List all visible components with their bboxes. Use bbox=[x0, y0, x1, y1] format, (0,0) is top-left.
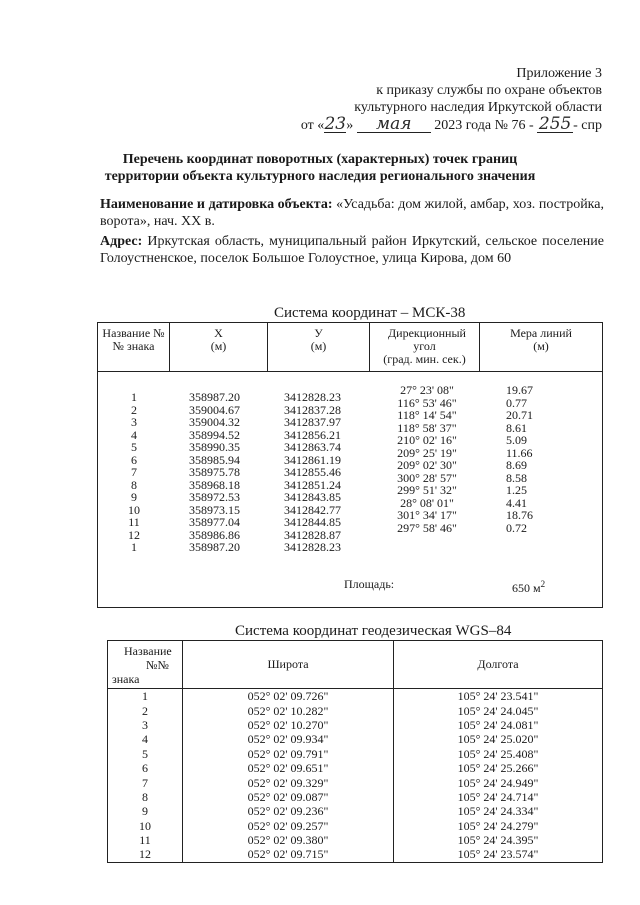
msk-header-x-unit: (м) bbox=[210, 339, 227, 353]
msk-header-angle-unit: (град. мин. сек.) bbox=[383, 352, 466, 366]
wgs-longitude-cell: 105° 24' 25.266" bbox=[457, 761, 539, 776]
wgs-latitude-cell: 052° 02' 09.329" bbox=[183, 775, 394, 789]
wgs-table-row bbox=[108, 747, 602, 761]
wgs-caption: Система координат геодезическая WGS–84 bbox=[235, 623, 512, 639]
object-paragraph bbox=[100, 196, 604, 230]
msk-header-x-label: X bbox=[214, 326, 223, 340]
msk-point-numbers: 1 2 3 4 5 6 7 8 9 10 11 12 1 bbox=[128, 390, 140, 554]
wgs-table-row bbox=[108, 775, 602, 789]
wgs-latitude-cell: 052° 02' 10.270" bbox=[183, 718, 394, 732]
object-text: «Усадьба: дом жилой, амбар, хоз. постройка, ворота», нач. XX в. bbox=[100, 197, 604, 229]
wgs-latitude-cell: 052° 02' 09.791" bbox=[183, 747, 394, 761]
wgs-latitude-cell: 052° 02' 09.257" bbox=[183, 819, 394, 833]
order-suffix: - спр bbox=[573, 118, 602, 133]
wgs-point-number: 12 bbox=[108, 847, 183, 861]
service-name: культурного наследия Иркутской области bbox=[354, 100, 602, 115]
object-label: Наименование и датировка объекта: bbox=[100, 197, 333, 212]
wgs-table-row bbox=[108, 847, 602, 861]
appendix-number: Приложение 3 bbox=[516, 66, 602, 81]
wgs-header-latitude: Широта bbox=[183, 641, 394, 689]
wgs-point-number: 10 bbox=[108, 819, 183, 833]
msk-header-y-label: У bbox=[314, 326, 323, 340]
order-date-line bbox=[301, 116, 602, 134]
wgs-longitude-cell: 105° 24' 25.020" bbox=[457, 732, 539, 747]
wgs-latitude-cell: 052° 02' 09.726" bbox=[183, 689, 394, 704]
wgs-point-number: 6 bbox=[108, 761, 183, 775]
msk-header-y-unit: (м) bbox=[310, 339, 327, 353]
wgs-header-name-1: Название bbox=[124, 643, 172, 658]
date-close-quote: » bbox=[346, 118, 354, 133]
wgs-point-number: 9 bbox=[108, 804, 183, 818]
wgs-latitude-cell: 052° 02' 09.651" bbox=[183, 761, 394, 775]
msk-header-length bbox=[480, 323, 602, 371]
msk-header-y bbox=[268, 323, 370, 371]
wgs-coordinates-table bbox=[107, 640, 603, 863]
msk-area-label: Площадь: bbox=[344, 577, 395, 591]
wgs-point-number: 11 bbox=[108, 833, 183, 847]
msk-area-number: 650 bbox=[512, 581, 530, 595]
wgs-longitude-cell: 105° 24' 24.395" bbox=[457, 833, 539, 848]
wgs-header-longitude: Долгота bbox=[394, 641, 603, 689]
wgs-table-row bbox=[108, 718, 602, 732]
msk-header-name: Название №№ знака bbox=[98, 323, 170, 371]
msk-x-values: 358987.20 359004.67 359004.32 358994.52 358990.35 358985.94 358975.78 358968.18 358972.53 358973.15 358977.04 358986.86 358987.20 bbox=[189, 390, 240, 554]
wgs-longitude-cell: 105° 24' 24.081" bbox=[457, 717, 539, 732]
wgs-latitude-cell: 052° 02' 09.236" bbox=[183, 804, 394, 818]
wgs-header-name-3: знака bbox=[112, 671, 140, 686]
date-month: мая bbox=[357, 116, 431, 133]
wgs-table-row bbox=[108, 732, 602, 746]
wgs-point-number: 5 bbox=[108, 747, 183, 761]
msk-header-angle-label: Дирекционный угол bbox=[388, 326, 466, 353]
wgs-longitude-cell: 105° 24' 24.334" bbox=[457, 804, 539, 819]
wgs-latitude-cell: 052° 02' 09.715" bbox=[183, 847, 394, 861]
date-prefix: от « bbox=[300, 118, 325, 133]
wgs-longitude-cell: 105° 24' 24.714" bbox=[457, 789, 539, 804]
msk-y-values: 3412828.23 3412837.28 3412837.97 3412856.21 3412863.74 3412861.19 3412855.46 3412851.24 3412843.85 3412842.77 3412844.85 3412828.87 3412828.23 bbox=[284, 390, 341, 554]
wgs-table-row bbox=[108, 790, 602, 804]
wgs-longitude-cell: 105° 24' 23.541" bbox=[457, 689, 539, 704]
wgs-longitude-cell: 105° 24' 24.949" bbox=[457, 775, 539, 790]
wgs-table-row bbox=[108, 819, 602, 833]
order-reference: к приказу службы по охране объектов bbox=[376, 83, 602, 98]
wgs-point-number: 2 bbox=[108, 703, 183, 717]
msk-table-header bbox=[98, 323, 602, 372]
wgs-latitude-cell: 052° 02' 10.282" bbox=[183, 703, 394, 717]
wgs-point-number: 7 bbox=[108, 775, 183, 789]
wgs-header-name-2: №№ bbox=[146, 657, 169, 672]
wgs-longitude-cell: 105° 24' 23.574" bbox=[457, 847, 539, 862]
wgs-table-body bbox=[108, 689, 602, 862]
msk-caption: Система координат – МСК-38 bbox=[274, 305, 466, 321]
wgs-point-number: 1 bbox=[108, 689, 183, 704]
wgs-latitude-cell: 052° 02' 09.380" bbox=[183, 833, 394, 847]
address-paragraph bbox=[100, 233, 604, 267]
msk-area-value bbox=[512, 578, 545, 595]
wgs-table-row bbox=[108, 804, 602, 818]
wgs-point-number: 4 bbox=[108, 732, 183, 746]
msk-coordinates-table bbox=[97, 322, 603, 608]
address-text: Иркутская область, муниципальный район Иркутский, сельское поселение Голоустненское, поселок Большое Голоустное, улица Кирова, дом 60 bbox=[100, 234, 604, 266]
wgs-latitude-cell: 052° 02' 09.934" bbox=[183, 732, 394, 746]
order-number: 255 bbox=[538, 114, 572, 134]
msk-header-length-unit: (м) bbox=[533, 339, 549, 353]
document-title-line2: территории объекта культурного наследия регионального значения bbox=[104, 169, 536, 184]
wgs-table-row bbox=[108, 703, 602, 717]
date-year-number: 2023 года № 76 - bbox=[434, 118, 534, 133]
msk-header-x bbox=[170, 323, 268, 371]
document-title-line1: Перечень координат поворотных (характерных) точек границ bbox=[122, 152, 518, 167]
wgs-table-row bbox=[108, 689, 602, 704]
wgs-table-row bbox=[108, 761, 602, 775]
msk-area-sup: 2 bbox=[540, 579, 546, 589]
wgs-point-number: 3 bbox=[108, 718, 183, 732]
address-label: Адрес: bbox=[100, 234, 143, 249]
wgs-header-name bbox=[108, 641, 183, 689]
msk-header-angle bbox=[370, 323, 480, 371]
wgs-table-row bbox=[108, 833, 602, 847]
wgs-longitude-cell: 105° 24' 24.279" bbox=[457, 818, 539, 833]
wgs-point-number: 8 bbox=[108, 790, 183, 804]
wgs-longitude-cell: 105° 24' 24.045" bbox=[457, 703, 539, 718]
msk-direction-angles: 27° 23' 08" 116° 53' 46" 118° 14' 54" 118° 58' 37" 210° 02' 16" 209° 25' 19" 209° 02' 30" 300° 28' 57" 299° 51' 32" 28° 08' 01" 301° 34' 17" 297° 58' 46" bbox=[397, 383, 457, 535]
wgs-latitude-cell: 052° 02' 09.087" bbox=[183, 790, 394, 804]
msk-area-unit: м bbox=[533, 581, 541, 595]
msk-line-lengths: 19.67 0.77 20.71 8.61 5.09 11.66 8.69 8.58 1.25 4.41 18.76 0.72 bbox=[506, 383, 533, 535]
msk-header-length-label: Мера линий bbox=[510, 326, 572, 340]
wgs-longitude-cell: 105° 24' 25.408" bbox=[457, 746, 539, 761]
date-day: 23 bbox=[324, 114, 347, 134]
